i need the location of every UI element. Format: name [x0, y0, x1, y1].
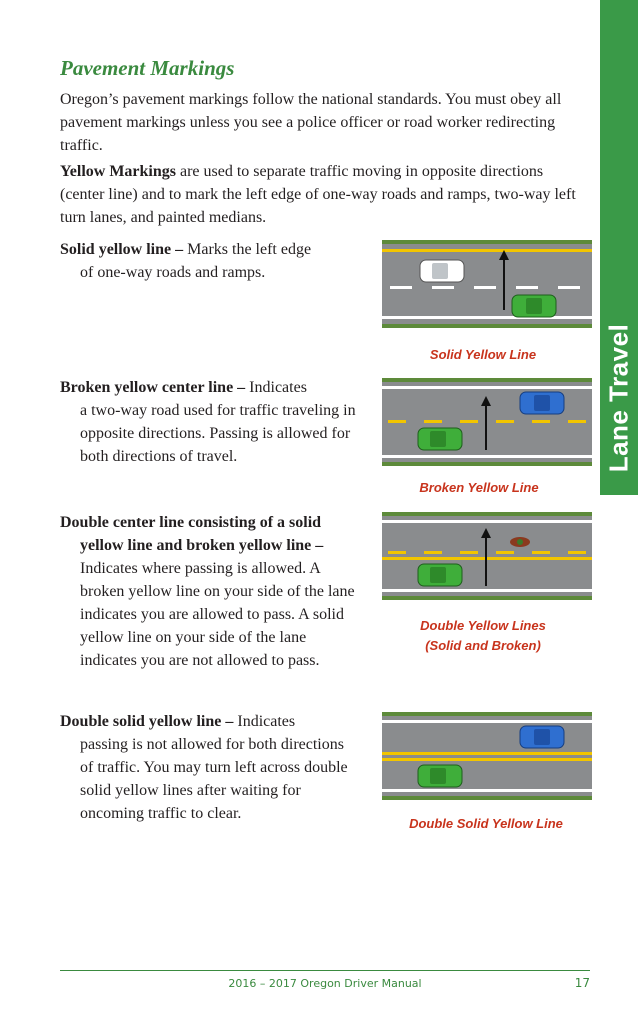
- broken-yellow-text-rest: a two-way road used for traffic traveling in opposite directions. Passing is allowed for both directions of travel.: [80, 402, 356, 465]
- double-center-term2: yellow line and broken yellow line –: [80, 537, 324, 554]
- double-yellow-illustration: [382, 512, 592, 600]
- double-solid-text-first: Indicates: [233, 713, 296, 730]
- broken-yellow-illustration: [382, 378, 592, 466]
- double-solid-term: Double solid yellow line –: [60, 713, 234, 730]
- yellow-markings-text: are used to separate traffic moving in opposite directions (center line) and to mark the left edge of one-way roads and ramps, two-way left turn lanes, and painted medians.: [60, 163, 576, 226]
- solid-yellow-text-first: Marks the left edge: [183, 241, 312, 258]
- double-solid-caption: Double Solid Yellow Line: [409, 816, 563, 831]
- footer-rule: [60, 970, 590, 971]
- double-solid-text-rest: passing is not allowed for both directions of traffic. You may turn left across double solid yellow lines after waiting for oncoming traffic to clear.: [80, 736, 348, 822]
- side-tab-text: Lane Travel: [603, 323, 634, 472]
- double-yellow-caption: [363, 616, 603, 656]
- page-number: 17: [574, 976, 590, 990]
- broken-yellow-caption: Broken Yellow Line: [419, 480, 539, 495]
- double-center-item: [60, 511, 360, 672]
- solid-yellow-illustration: [382, 240, 592, 328]
- solid-yellow-text-rest: of one-way roads and ramps.: [80, 264, 266, 281]
- double-yellow-caption-line1: Double Yellow Lines: [420, 618, 546, 633]
- solid-yellow-caption: Solid Yellow Line: [429, 347, 537, 362]
- double-center-term: Double center line consisting of a solid: [60, 514, 322, 531]
- broken-yellow-item: [60, 376, 360, 468]
- broken-yellow-text-first: Indicates: [245, 379, 307, 396]
- double-solid-item: [60, 710, 360, 825]
- double-center-text-rest: Indicates where passing is allowed. A broken yellow line on your side of the lane indicates you are allowed to pass. A solid yellow line on your side of the lane indicates you are not allowed to pass.: [80, 560, 355, 669]
- footer-text: 2016 – 2017 Oregon Driver Manual: [228, 977, 422, 990]
- broken-yellow-term: Broken yellow center line –: [60, 379, 246, 396]
- solid-yellow-term: Solid yellow line –: [60, 241, 184, 258]
- side-tab-label: [600, 300, 638, 495]
- section-title: Pavement Markings: [60, 56, 235, 80]
- double-solid-illustration: [382, 712, 592, 800]
- double-yellow-caption-line2: (Solid and Broken): [425, 638, 541, 653]
- yellow-markings-paragraph: [60, 160, 590, 229]
- solid-yellow-item: [60, 238, 360, 284]
- yellow-markings-term: Yellow Markings: [60, 163, 176, 180]
- intro-paragraph: Oregon’s pavement markings follow the national standards. You must obey all pavement markings unless you see a police officer or road worker redirecting traffic.: [60, 91, 562, 154]
